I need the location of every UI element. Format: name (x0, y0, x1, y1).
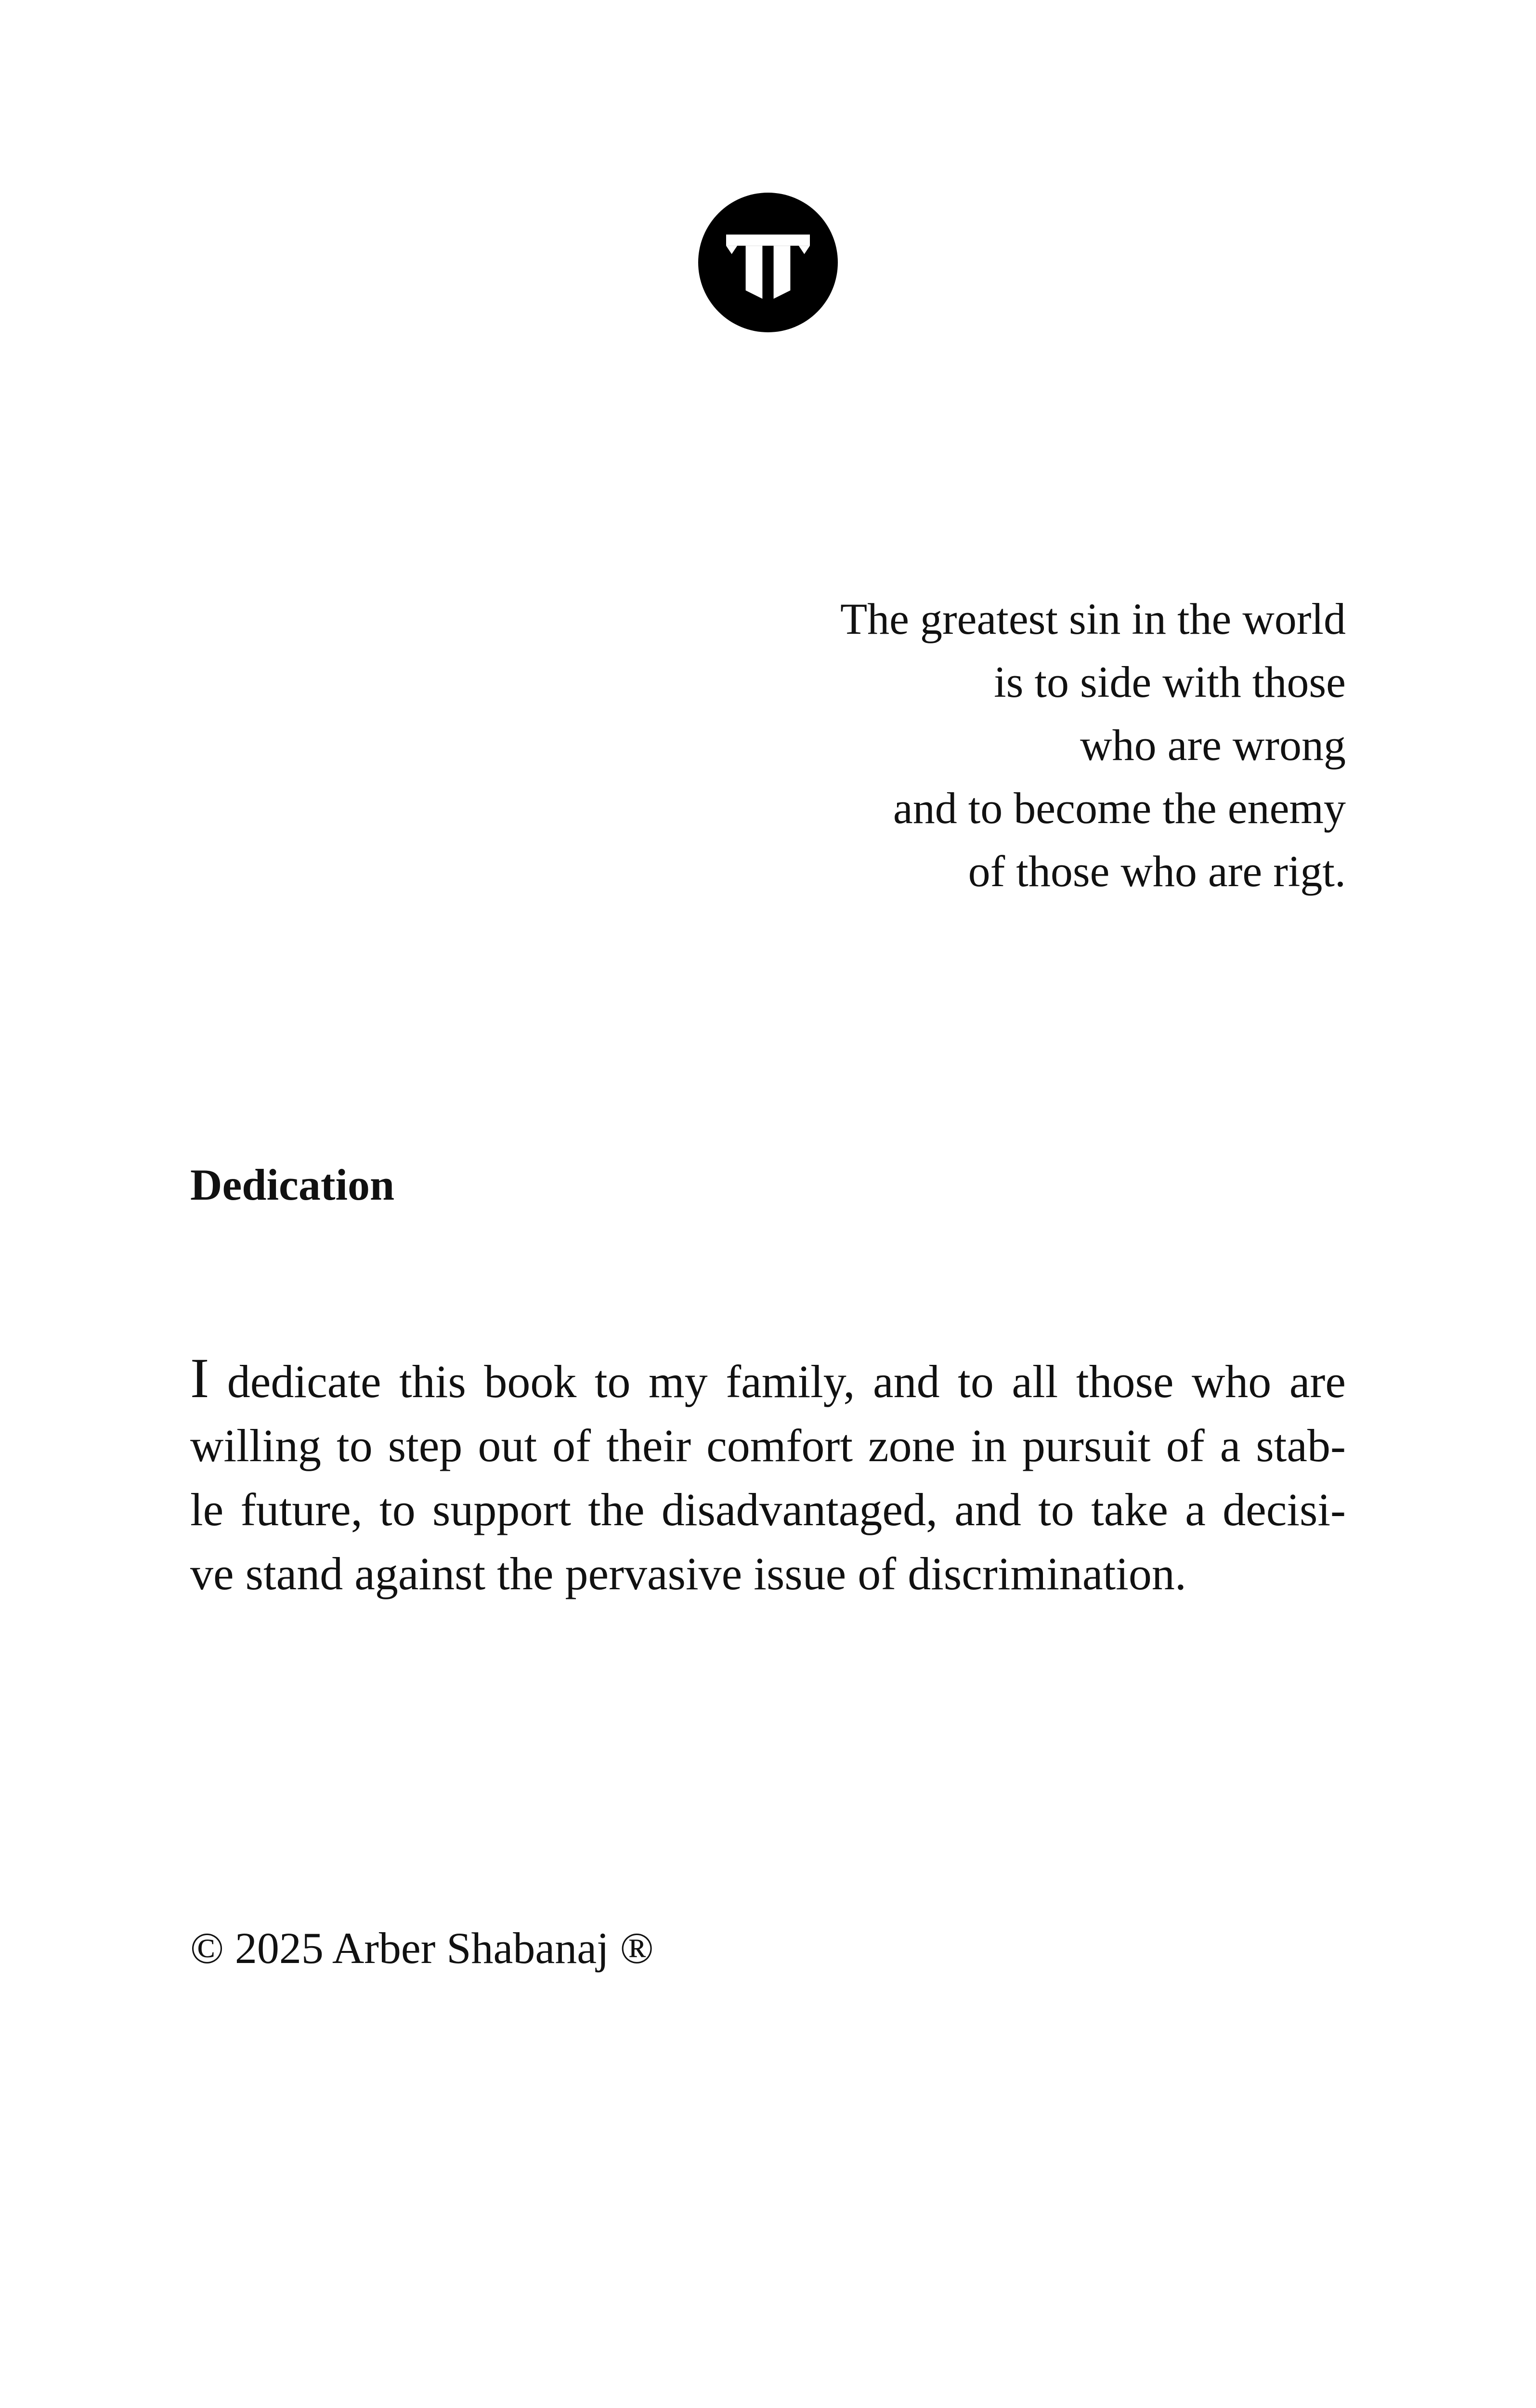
dedication-line-2: willing to step out of their comfort zone in pursuit of a stab- (190, 1420, 1346, 1471)
epigraph-line-3: who are wrong (1080, 720, 1346, 770)
dedication-line-3: le future, to support the disadvantaged, and to take a decisi- (190, 1484, 1346, 1535)
publisher-logo-icon (698, 193, 838, 332)
dropcap: I (190, 1347, 209, 1410)
epigraph-line-1: The greatest sin in the world (840, 594, 1346, 643)
epigraph-line-5: of those who are rigt. (968, 847, 1346, 896)
dedication-line-1 (190, 1346, 1346, 1413)
epigraph-line-2: is to side with those (994, 657, 1346, 707)
epigraph (575, 588, 1346, 903)
dedication-line-1-text: dedicate this book to my family, and to all those who are (209, 1356, 1346, 1407)
epigraph-line-4: and to become the enemy (893, 784, 1346, 833)
dedication-heading: Dedication (190, 1160, 395, 1209)
copyright-notice: © 2025 Arber Shabanaj ® (190, 1924, 654, 1973)
dedication-text (190, 1346, 1346, 1606)
dedication-line-4: ve stand against the pervasive issue of discrimination. (190, 1548, 1186, 1599)
